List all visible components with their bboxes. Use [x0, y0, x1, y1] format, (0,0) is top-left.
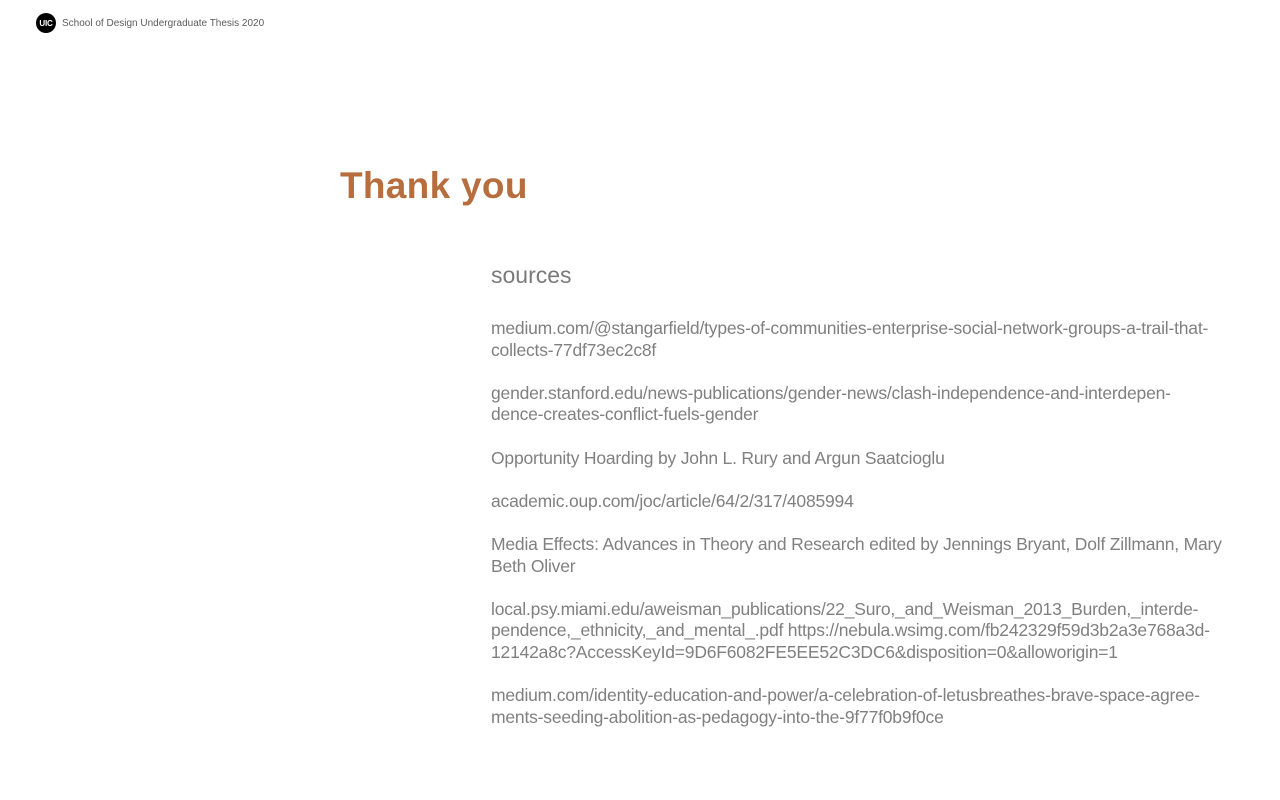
source-line: ments-seeding-abolition-as-pedagogy-into-the-9f77f0b9f0ce [491, 706, 944, 727]
source-line: 12142a8c?AccessKeyId=9D6F6082FE5EE52C3DC6&disposition=0&alloworigin=1 [491, 641, 1118, 662]
source-line: Beth Oliver [491, 555, 576, 576]
source-line: collects-77df73ec2c8f [491, 339, 657, 360]
header-title: School of Design Undergraduate Thesis 2020 [62, 17, 265, 29]
source-line: dence-creates-conflict-fuels-gender [491, 404, 759, 425]
source-item [491, 383, 1251, 426]
source-line: gender.stanford.edu/news-publications/gender-news/clash-independence-and-interdepen- [491, 382, 1171, 403]
source-line: academic.oup.com/joc/article/64/2/317/4085994 [491, 490, 854, 511]
source-item [491, 534, 1251, 577]
uic-logo: UIC [36, 13, 56, 33]
source-line: Opportunity Hoarding by John L. Rury and Argun Saatcioglu [491, 447, 945, 468]
source-line: medium.com/@stangarfield/types-of-communities-enterprise-social-network-groups-a-trail-that- [491, 318, 1209, 338]
source-item [491, 599, 1251, 664]
sources-heading: sources [491, 262, 572, 288]
page-title: Thank you [340, 165, 528, 206]
source-item [491, 448, 1251, 470]
header [36, 13, 264, 33]
source-item [491, 685, 1251, 728]
sources-list [491, 318, 1251, 750]
source-line: Media Effects: Advances in Theory and Research edited by Jennings Bryant, Dolf Zillmann, Mary [491, 533, 1222, 554]
source-item [491, 318, 1251, 361]
source-line: medium.com/identity-education-and-power/a-celebration-of-letusbreathes-brave-space-agree- [491, 685, 1200, 706]
source-line: local.psy.miami.edu/aweisman_publications/22_Suro,_and_Weisman_2013_Burden,_interde- [491, 598, 1199, 619]
source-item [491, 491, 1251, 513]
source-line: pendence,_ethnicity,_and_mental_.pdf https://nebula.wsimg.com/fb242329f59d3b2a3e768a3d- [491, 620, 1210, 641]
